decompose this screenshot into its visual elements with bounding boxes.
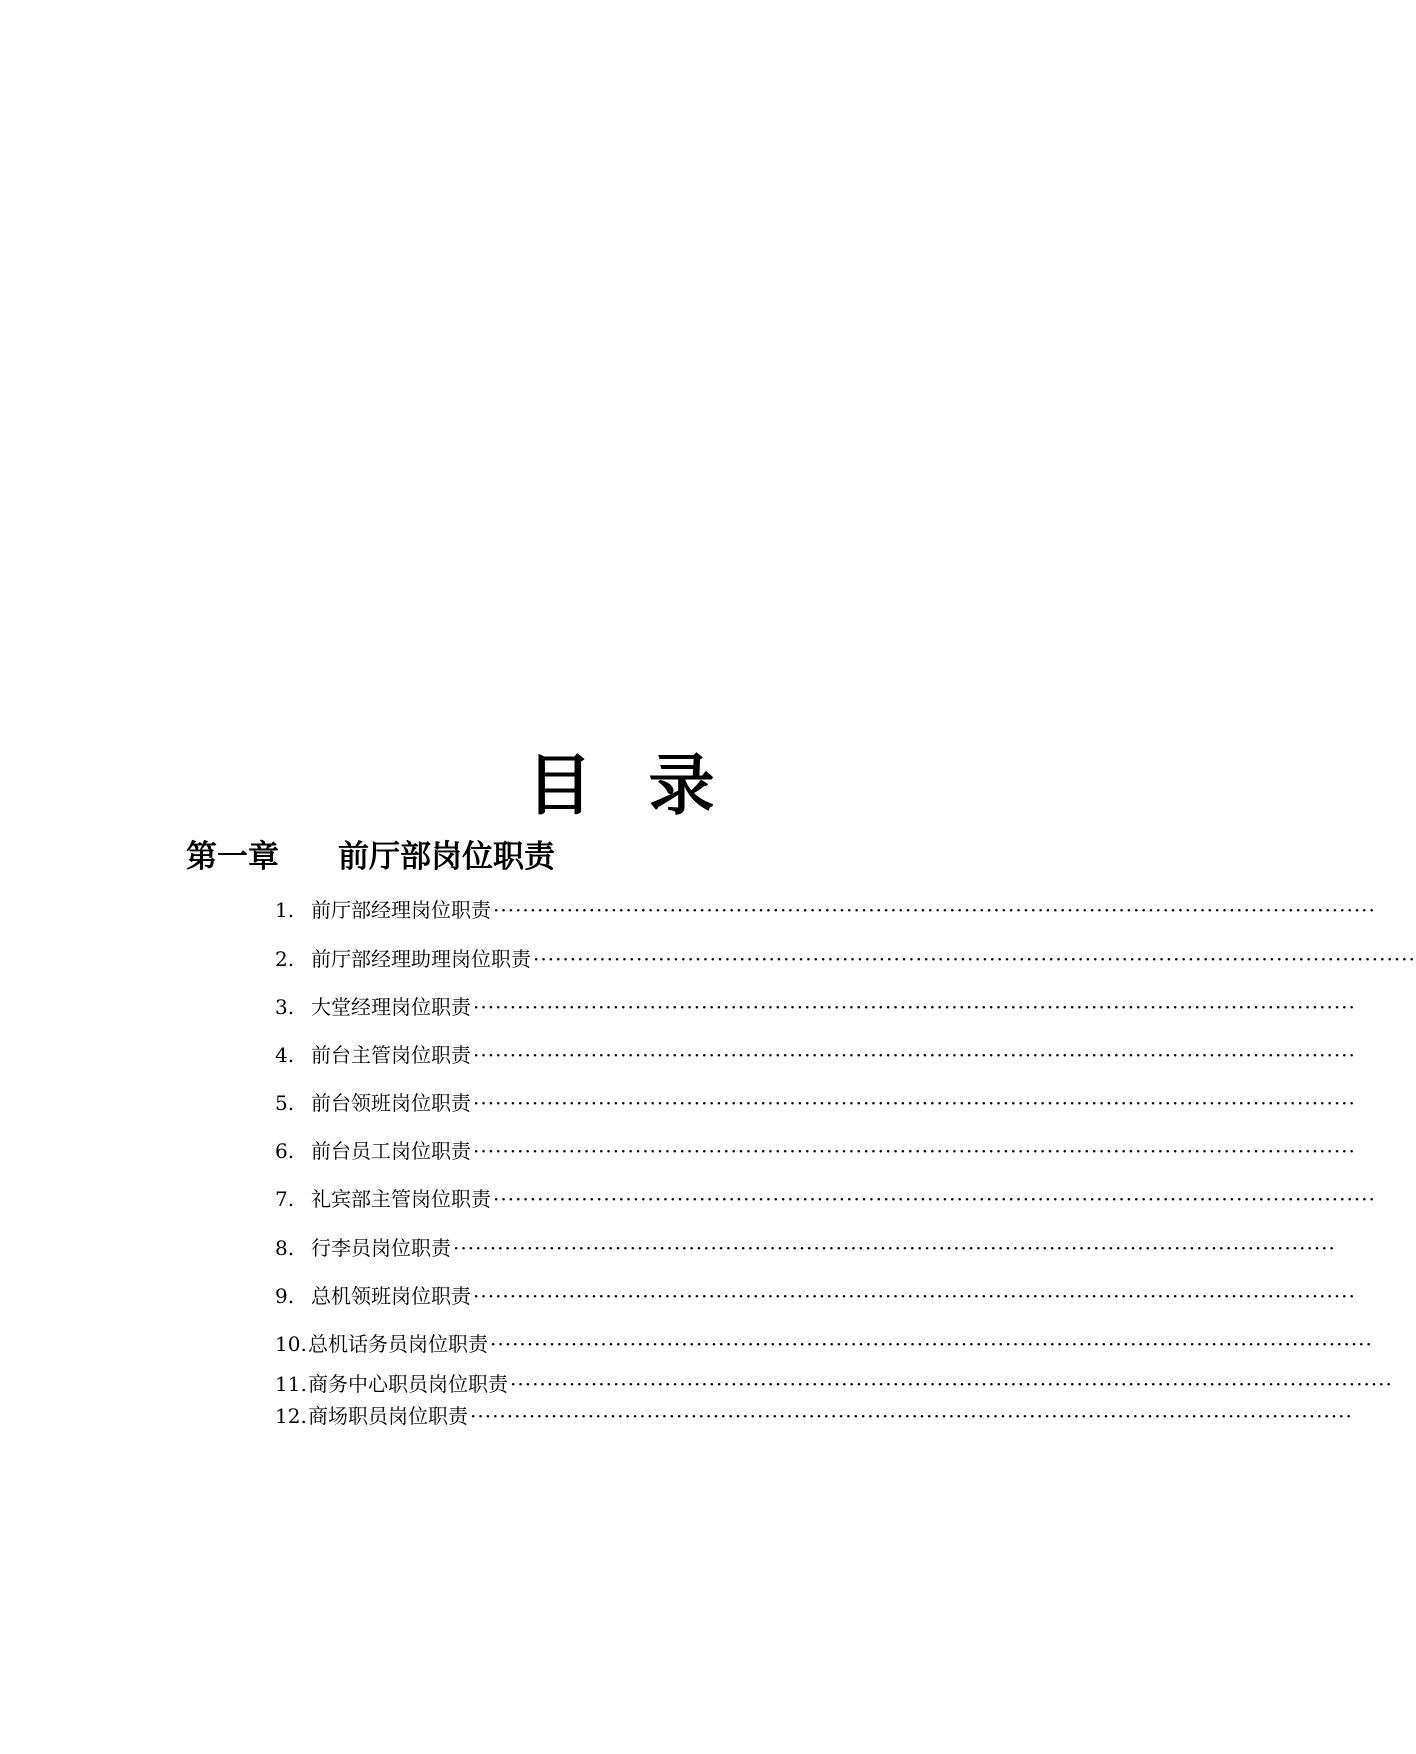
toc-dot-leader: ························································································································	[473, 1139, 1356, 1163]
toc-dot-leader: ························································································································	[493, 1187, 1376, 1211]
toc-dot-leader: ························································································································	[453, 1236, 1336, 1260]
toc-entry[interactable]	[275, 1235, 1336, 1261]
toc-entry-label: 礼宾部主管岗位职责	[311, 1187, 491, 1211]
toc-entry-label: 总机领班岗位职责	[311, 1284, 471, 1308]
toc-dot-leader: ························································································································	[510, 1372, 1393, 1396]
toc-entry[interactable]	[275, 897, 1376, 923]
toc-entry[interactable]	[275, 1090, 1356, 1116]
chapter-heading	[186, 839, 555, 875]
toc-entry-label: 商场职员岗位职责	[308, 1404, 468, 1428]
toc-entry-label: 大堂经理岗位职责	[311, 995, 471, 1019]
toc-entry-number: 11.	[275, 1372, 307, 1396]
toc-dot-leader: ························································································································	[470, 1404, 1353, 1428]
toc-entry-number: 5.	[275, 1091, 295, 1115]
toc-dot-leader: ························································································································	[533, 947, 1416, 971]
page-title-char-1: 目	[526, 746, 593, 824]
toc-entry[interactable]	[275, 1186, 1376, 1212]
toc-entry-label: 行李员岗位职责	[311, 1236, 451, 1260]
toc-dot-leader: ························································································································	[473, 1284, 1356, 1308]
toc-dot-leader: ························································································································	[473, 1043, 1356, 1067]
toc-entry[interactable]	[275, 1138, 1356, 1164]
toc-entry-number: 9.	[275, 1284, 295, 1308]
toc-entry-number: 4.	[275, 1043, 295, 1067]
toc-entry[interactable]	[275, 946, 1416, 972]
toc-entry-label: 前台领班岗位职责	[311, 1091, 471, 1115]
toc-entry-label: 商务中心职员岗位职责	[308, 1372, 508, 1396]
toc-entry-label: 前台员工岗位职责	[311, 1139, 471, 1163]
toc-dot-leader: ························································································································	[473, 995, 1356, 1019]
toc-dot-leader: ························································································································	[490, 1332, 1373, 1356]
toc-entry-label: 前厅部经理岗位职责	[311, 898, 491, 922]
toc-dot-leader: ························································································································	[493, 898, 1376, 922]
toc-entry[interactable]	[275, 1371, 1393, 1397]
toc-entry-number: 1.	[275, 898, 295, 922]
toc-dot-leader: ························································································································	[473, 1091, 1356, 1115]
page-title	[0, 746, 1241, 824]
chapter-label: 第一章	[186, 839, 279, 875]
toc-entry-number: 7.	[275, 1187, 295, 1211]
toc-entry[interactable]	[275, 1283, 1356, 1309]
toc-entry-label: 前厅部经理助理岗位职责	[311, 947, 531, 971]
toc-entry-label: 前台主管岗位职责	[311, 1043, 471, 1067]
toc-entry[interactable]	[275, 994, 1356, 1020]
toc-entry-label: 总机话务员岗位职责	[308, 1332, 488, 1356]
toc-entry-number: 12.	[275, 1404, 307, 1428]
page-title-char-2: 录	[648, 746, 715, 824]
toc-entry[interactable]	[275, 1042, 1356, 1068]
chapter-title: 前厅部岗位职责	[338, 839, 555, 875]
toc-entry-number: 10.	[275, 1332, 307, 1356]
toc-entry-number: 3.	[275, 995, 295, 1019]
toc-entry[interactable]	[275, 1403, 1353, 1429]
toc-entry-number: 6.	[275, 1139, 295, 1163]
toc-entry-number: 8.	[275, 1236, 295, 1260]
toc-entry-number: 2.	[275, 947, 295, 971]
toc-entry[interactable]	[275, 1331, 1373, 1357]
